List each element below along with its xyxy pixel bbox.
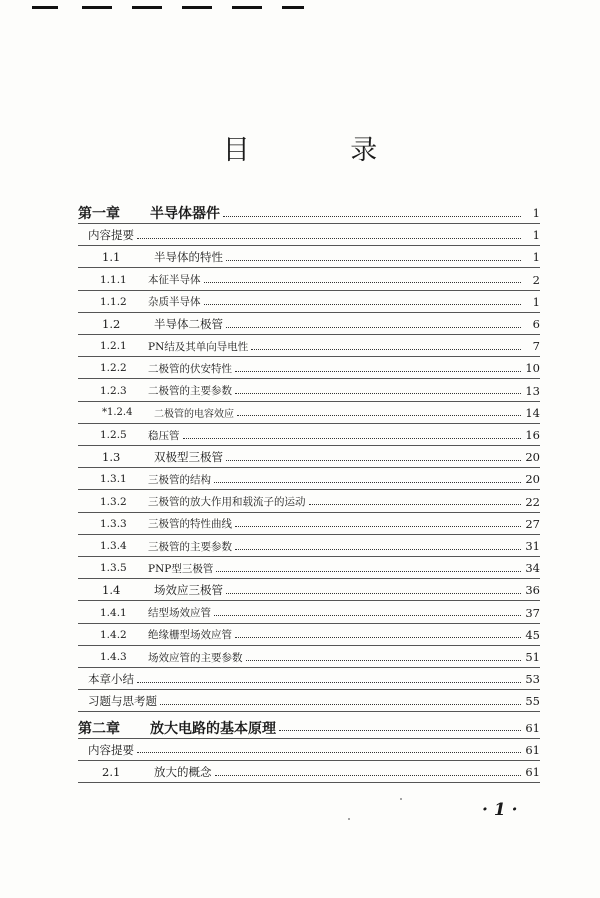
dot-leader	[214, 482, 521, 483]
toc-entry-row	[78, 291, 540, 313]
dot-leader	[237, 415, 521, 416]
toc-entry-number: 1.4	[102, 583, 121, 598]
toc-entry-number: 1.3.2	[100, 495, 127, 508]
toc-entry-page: 1	[532, 294, 540, 309]
toc-entry-page: 34	[525, 561, 540, 576]
toc-entry-label: 稳压管	[148, 429, 180, 442]
toc-entry-page: 55	[525, 694, 540, 709]
toc-entry-number: 1.1.2	[100, 295, 127, 308]
toc-entry-page: 2	[532, 272, 540, 287]
toc-entry-label: 场效应三极管	[154, 583, 223, 598]
toc-entry-number: 1.3	[102, 450, 121, 465]
toc-entry-page: 61	[525, 720, 540, 735]
toc-entry-label: 半导体的特性	[154, 250, 223, 265]
dot-leader	[235, 637, 521, 638]
toc-entry-row	[78, 380, 540, 402]
toc-entry-number: 第一章	[78, 206, 120, 222]
toc-entry-row	[78, 468, 540, 490]
toc-entry-row	[78, 335, 540, 357]
toc-entry-label: 本征半导体	[148, 274, 201, 287]
toc-entry-row	[78, 624, 540, 646]
toc-entry-label: 半导体器件	[150, 206, 220, 222]
toc-entry-row	[78, 491, 540, 513]
toc-entry-number: 1.4.1	[100, 606, 127, 619]
row-rule	[78, 711, 540, 712]
dot-leader	[204, 282, 522, 283]
toc-entry-number: 1.3.3	[100, 517, 127, 530]
toc-entry-row	[78, 761, 540, 783]
toc-entry-label: 二极管的主要参数	[148, 385, 232, 398]
dot-leader	[214, 615, 521, 616]
toc-entry-label: 内容提要	[88, 228, 134, 243]
dot-leader	[235, 549, 521, 550]
toc-entry-label: 三极管的主要参数	[148, 540, 232, 553]
toc-entry-number: 1.2	[102, 317, 121, 331]
toc-entry-label: 二极管的伏安特性	[148, 362, 232, 375]
toc-entry-row	[78, 357, 540, 379]
dot-leader	[137, 752, 521, 753]
toc-entry-row	[78, 402, 540, 424]
toc-entry-label: PNP型三极管	[148, 562, 214, 575]
toc-entry-page: 6	[532, 317, 540, 331]
toc-entry-row	[78, 313, 540, 335]
toc-entry-page: 20	[525, 472, 540, 487]
toc-entry-label: 放大的概念	[154, 765, 212, 779]
dot-leader	[183, 438, 522, 439]
dot-leader	[137, 682, 521, 683]
toc-entry-row	[78, 246, 540, 268]
toc-entry-number: 2.1	[102, 765, 121, 779]
toc-entry-row	[78, 513, 540, 535]
toc-entry-number: 1.2.5	[100, 429, 127, 441]
toc-entry-label: 三极管的特性曲线	[148, 518, 232, 531]
toc-entry-row	[78, 535, 540, 557]
toc-entry-page: 27	[525, 516, 540, 531]
dot-leader	[235, 393, 521, 394]
toc-entry-number: *1.2.4	[102, 407, 133, 419]
toc-entry-number: 1.1.1	[100, 273, 127, 286]
toc-entry-number: 1.1	[102, 250, 121, 265]
dot-leader	[235, 371, 521, 372]
toc-entry-label: 二极管的电容效应	[154, 409, 234, 421]
toc-entry-row	[78, 224, 540, 246]
toc-entry-number: 1.4.3	[100, 651, 127, 663]
toc-entry-number: 1.2.1	[100, 340, 127, 353]
dot-leader	[226, 460, 521, 461]
dot-leader	[309, 504, 522, 505]
dot-leader	[251, 349, 521, 350]
dot-leader	[137, 238, 521, 239]
dot-leader	[226, 327, 521, 328]
toc-entry-row	[78, 690, 540, 712]
toc-entry-page: 37	[525, 605, 540, 620]
toc-entry-page: 1	[532, 206, 540, 220]
toc-entry-row	[78, 446, 540, 468]
toc-entry-page: 61	[525, 765, 540, 779]
toc-entry-label: 三极管的放大作用和载流子的运动	[148, 496, 306, 509]
page-title: 目 录	[222, 135, 424, 166]
toc-entry-label: 内容提要	[88, 742, 134, 757]
toc-entry-page: 20	[525, 450, 540, 465]
toc-entry-number: 1.3.4	[100, 540, 127, 552]
toc-entry-label: 三极管的结构	[148, 473, 211, 486]
toc-entry-row	[78, 668, 540, 690]
toc-entry-row	[78, 557, 540, 579]
toc-entry-row	[78, 602, 540, 624]
dot-leader	[223, 216, 521, 217]
scan-speck	[348, 818, 350, 820]
toc-entry-page: 51	[525, 650, 540, 664]
toc-entry-label: PN结及其单向导电性	[148, 340, 249, 353]
toc-entry-row	[78, 739, 540, 761]
toc-entry-number: 1.4.2	[100, 628, 127, 641]
toc-entry-label: 双极型三极管	[154, 450, 223, 465]
toc-entry-number: 1.3.1	[100, 473, 127, 486]
toc-entry-number: 1.3.5	[100, 562, 127, 575]
page-number: · 1 ·	[482, 800, 518, 820]
toc-entry-row	[78, 424, 540, 446]
toc-entry-row	[78, 646, 540, 668]
toc-entry-label: 绝缘栅型场效应管	[148, 629, 232, 642]
dot-leader	[204, 304, 522, 305]
scan-speck	[400, 798, 402, 800]
toc-entry-page: 16	[525, 428, 540, 442]
toc-entry-number: 1.2.2	[100, 362, 127, 375]
dot-leader	[216, 571, 521, 572]
toc-chapter-row	[78, 717, 540, 739]
toc-entry-page: 14	[525, 405, 540, 420]
dot-leader	[215, 775, 522, 776]
toc-entry-page: 61	[525, 742, 540, 757]
dot-leader	[160, 704, 521, 705]
toc-entry-page: 31	[525, 539, 540, 553]
toc-entry-label: 结型场效应管	[148, 607, 211, 620]
toc-entry-row	[78, 579, 540, 601]
toc-entry-page: 7	[532, 339, 540, 354]
dot-leader	[226, 593, 521, 594]
toc-entry-label: 本章小结	[88, 672, 134, 687]
toc-entry-page: 10	[525, 361, 540, 376]
dot-leader	[226, 260, 521, 261]
toc-entry-row	[78, 269, 540, 291]
toc-entry-page: 1	[532, 250, 540, 265]
dot-leader	[279, 730, 521, 731]
toc-entry-label: 习题与思考题	[88, 694, 157, 709]
toc-chapter-row	[78, 202, 540, 224]
toc-entry-number: 1.2.3	[100, 384, 127, 397]
toc-entry-page: 45	[525, 627, 540, 642]
toc-entry-page: 53	[525, 672, 540, 687]
row-rule	[78, 782, 540, 783]
toc-entry-label: 放大电路的基本原理	[150, 720, 276, 737]
toc-entry-number: 第二章	[78, 720, 120, 737]
toc-entry-label: 半导体二极管	[154, 317, 223, 331]
toc-entry-page: 13	[525, 383, 540, 398]
dot-leader	[235, 526, 521, 527]
toc-entry-page: 1	[532, 228, 540, 243]
toc-entry-label: 场效应管的主要参数	[148, 651, 243, 664]
dot-leader	[246, 660, 522, 661]
toc-entry-page: 22	[525, 494, 540, 509]
toc-entry-page: 36	[525, 583, 540, 598]
toc-entry-label: 杂质半导体	[148, 296, 201, 309]
